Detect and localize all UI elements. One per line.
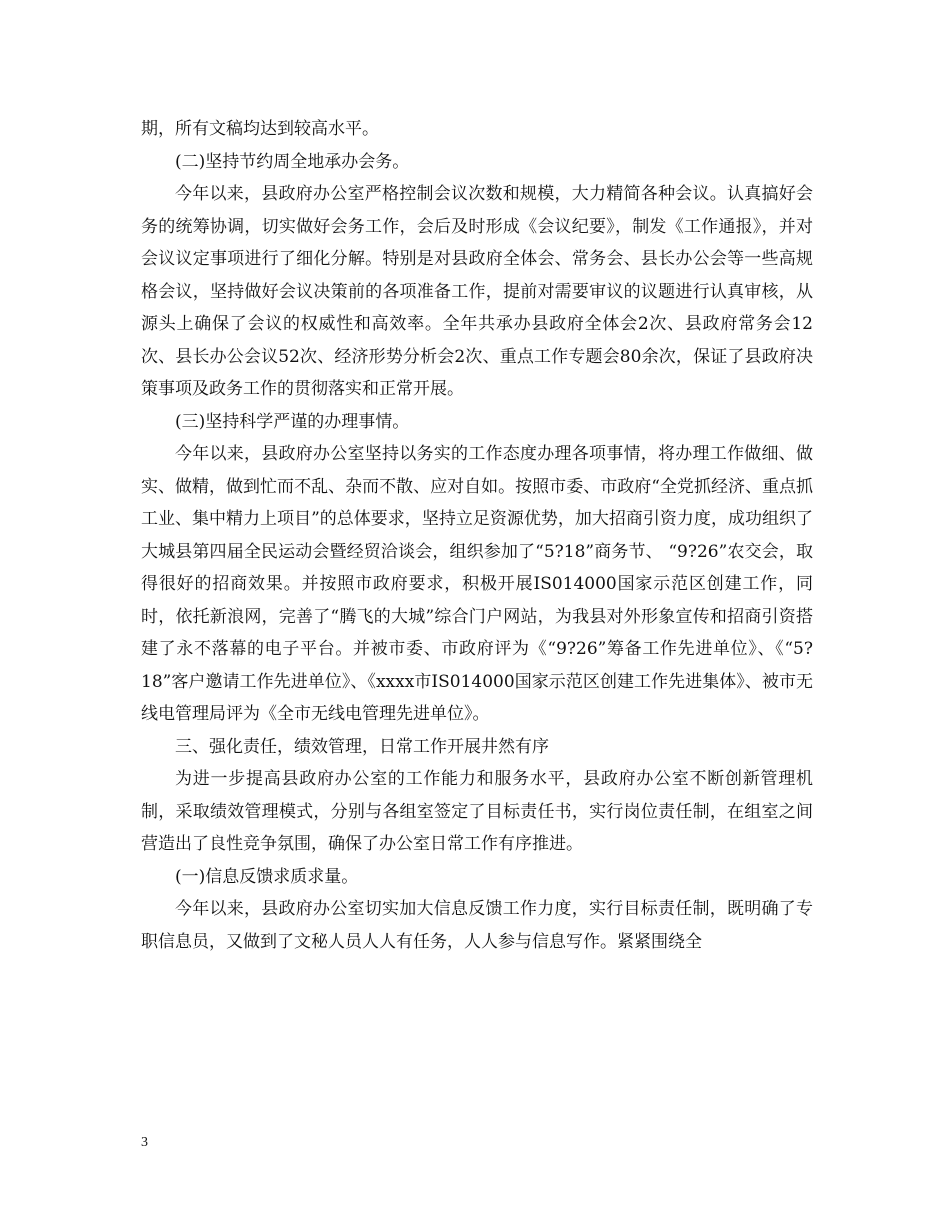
paragraph-information: 今年以来，县政府办公室切实加大信息反馈工作力度，实行目标责任制，既明确了专职信息员，又做到了文秘人员人人有任务，人人参与信息写作。紧紧围绕全 [141, 899, 813, 952]
section-heading-1: (一)信息反馈求质求量。 [175, 866, 359, 887]
chapter-heading-3: 三、强化责任，绩效管理，日常工作开展井然有序 [175, 736, 549, 757]
section-heading-2: (二)坚持节约周全地承办会务。 [175, 151, 410, 172]
paragraph-meetings: 今年以来，县政府办公室严格控制会议次数和规模，大力精简各种会议。认真搞好会务的统筹协调，切实做好会务工作，会后及时形成《会议纪要》，制发《工作通报》，并对会议议定事项进行了细化分解。特别是对县政府全体会、常务会、县长办公会等一些高规格会议，坚持做好会议决策前的各项准备工作，提前对需要审议的议题进行认真审核，从源头上确保了会议的权威性和高效率。全年共承办县政府全体会2次、县政府常务会12次、县长办公会议52次、经济形势分析会2次、重点工作专题会80余次，保证了县政府决策事项及政务工作的贯彻落实和正常开展。 [141, 184, 813, 399]
document-body [141, 113, 813, 958]
paragraph-responsibility: 为进一步提高县政府办公室的工作能力和服务水平，县政府办公室不断创新管理机制，采取绩效管理模式，分别与各组室签定了目标责任书，实行岗位责任制，在组室之间营造出了良性竞争氛围，确保了办公室日常工作有序推进。 [141, 769, 813, 854]
section-heading-3: (三)坚持科学严谨的办理事情。 [175, 411, 410, 432]
paragraph-affairs: 今年以来，县政府办公室坚持以务实的工作态度办理各项事情，将办理工作做细、做实、做精，做到忙而不乱、杂而不散、应对自如。按照市委、市政府“全党抓经济、重点抓工业、集中精力上项目”的总体要求，坚持立足资源优势，加大招商引资力度，成功组织了大城县第四届全民运动会暨经贸洽谈会，组织参加了“5?18”商务节、 “9?26”农交会，取得很好的招商效果。并按照市政府要求，积极开展IS014000国家示范区创建工作，同时，依托新浪网，完善了“腾飞的大城”综合门户网站，为我县对外形象宣传和招商引资搭建了永不落幕的电子平台。并被市委、市政府评为《“9?26”筹备工作先进单位》、《“5?18”客户邀请工作先进单位》、《xxxx市IS014000国家示范区创建工作先进集体》、被市无线电管理局评为《全市无线电管理先进单位》。 [141, 444, 813, 724]
paragraph-continuation: 期，所有文稿均达到较高水平。 [141, 119, 379, 139]
page-number: 3 [141, 1135, 148, 1150]
